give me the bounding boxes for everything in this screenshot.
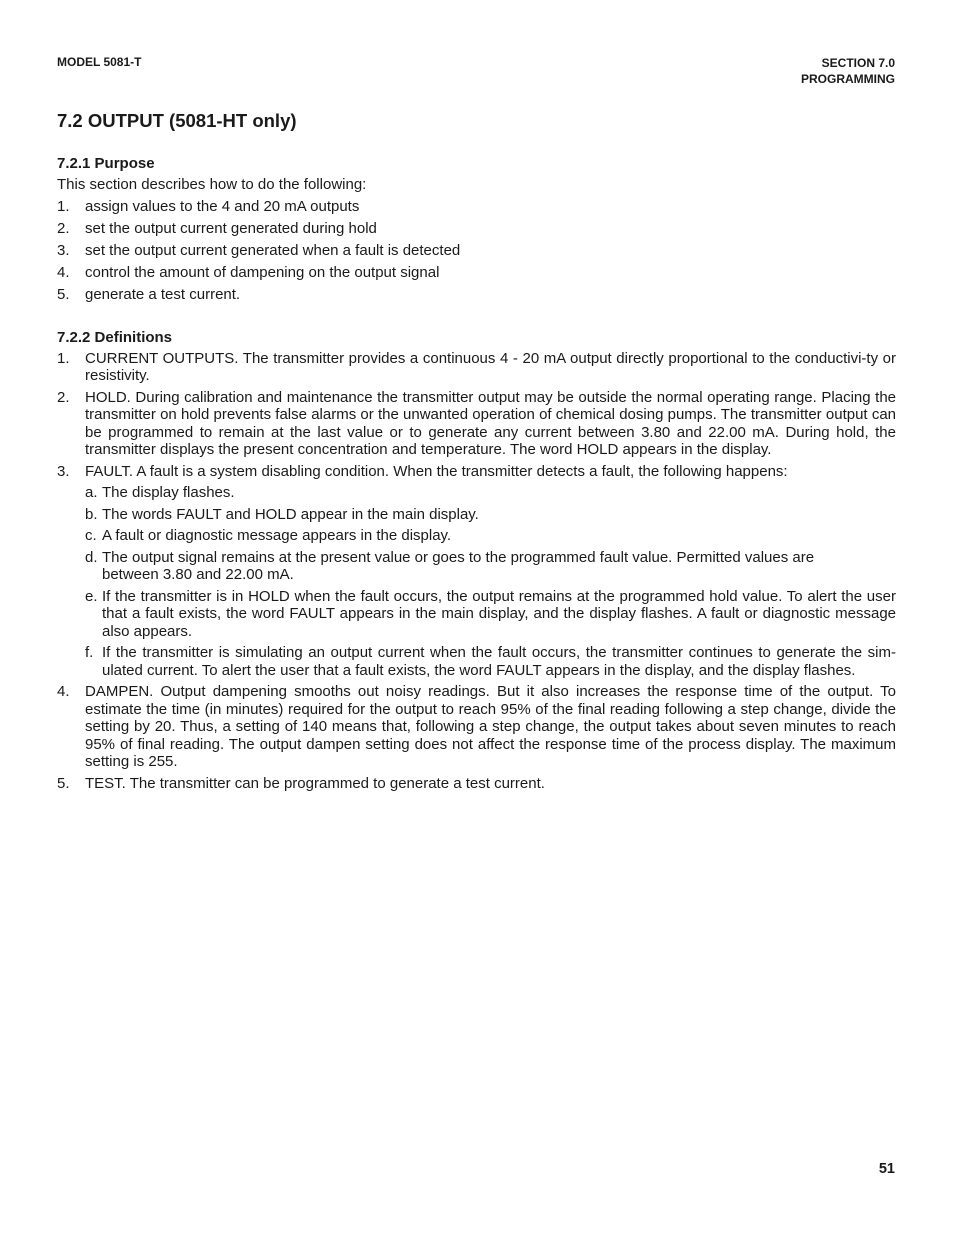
fault-subitem bbox=[85, 484, 896, 502]
subitem-letter: e. bbox=[85, 587, 98, 605]
header-section bbox=[801, 55, 895, 87]
item-text: CURRENT OUTPUTS. The transmitter provides a continuous 4 - 20 mA output directly proportional to the conductivi-ty or resistivity. bbox=[85, 349, 896, 384]
item-text: set the output current generated when a fault is detected bbox=[85, 242, 461, 259]
subitem-letter: b. bbox=[85, 505, 98, 523]
list-item bbox=[57, 242, 896, 260]
fault-subitem bbox=[85, 644, 896, 679]
item-number: 3. bbox=[57, 462, 70, 480]
page-number: 51 bbox=[878, 1161, 895, 1177]
definition-item bbox=[57, 350, 896, 385]
item-text: HOLD. During calibration and maintenance the transmitter output may be outside the normal operating range. Placing the transmitter on hold prevents false alarms or the unwanted operation of chemical dosing pumps. The transmitter output can be programmed to remain at the last value or to generate any current between 3.80 and 22.00 mA. During hold, the transmitter displays the present concentration and temperature. The word HOLD appears in the display. bbox=[85, 388, 896, 458]
purpose-heading: 7.2.1 Purpose bbox=[57, 155, 155, 172]
item-number: 2. bbox=[57, 220, 70, 237]
page-content bbox=[57, 110, 896, 792]
subitem-letter: a. bbox=[85, 484, 98, 501]
item-number: 3. bbox=[57, 242, 70, 259]
item-number: 4. bbox=[57, 683, 70, 700]
item-text: control the amount of dampening on the output signal bbox=[85, 264, 440, 281]
item-text: assign values to the 4 and 20 mA outputs bbox=[85, 198, 360, 215]
list-item bbox=[57, 198, 896, 216]
item-number: 2. bbox=[57, 388, 70, 406]
item-text: TEST. The transmitter can be programmed to generate a test current. bbox=[85, 774, 545, 792]
item-text: set the output current generated during hold bbox=[85, 220, 377, 237]
item-number: 4. bbox=[57, 264, 70, 281]
subitem-letter: d. bbox=[85, 548, 98, 566]
header-model: MODEL 5081-T bbox=[57, 55, 142, 69]
subitem-text: A fault or diagnostic message appears in the display. bbox=[102, 527, 452, 544]
item-number: 1. bbox=[57, 349, 70, 367]
item-text: FAULT. A fault is a system disabling condition. When the transmitter detects a fault, the following happens: bbox=[85, 462, 788, 480]
subitem-text: The display flashes. bbox=[102, 484, 235, 501]
subitem-letter: c. bbox=[85, 527, 97, 544]
definition-item bbox=[57, 389, 896, 459]
subitem-text: The words FAULT and HOLD appear in the main display. bbox=[102, 505, 479, 523]
item-number: 5. bbox=[57, 774, 70, 792]
purpose-intro: This section describes how to do the following: bbox=[57, 176, 367, 193]
item-text: generate a test current. bbox=[85, 286, 241, 303]
subitem-letter: f. bbox=[85, 644, 94, 661]
list-item bbox=[57, 220, 896, 238]
fault-subitem bbox=[85, 588, 896, 641]
item-number: 5. bbox=[57, 286, 70, 303]
list-item bbox=[57, 264, 896, 282]
item-text: DAMPEN. Output dampening smooths out noisy readings. But it also increases the response time of the output. To estimate the time (in minutes) required for the output to reach 95% of the final reading following a step change, divide the setting by 20. Thus, a setting of 140 means that, following a step change, the output takes about seven minutes to reach 95% of final reading. The output dampen setting does not affect the response time of the process display. The maximum setting is 255. bbox=[85, 683, 896, 770]
definitions-heading: 7.2.2 Definitions bbox=[57, 328, 173, 346]
section-title: 7.2 OUTPUT (5081-HT only) bbox=[57, 110, 297, 131]
definition-item bbox=[57, 683, 896, 771]
definition-item bbox=[57, 775, 896, 793]
fault-subitem bbox=[85, 527, 896, 545]
item-number: 1. bbox=[57, 198, 70, 215]
list-item bbox=[57, 286, 896, 304]
fault-subitem bbox=[85, 549, 896, 584]
definition-item bbox=[57, 463, 896, 680]
purpose-list bbox=[57, 198, 896, 304]
fault-subitem bbox=[85, 506, 896, 524]
subitem-text: The output signal remains at the present value or goes to the programmed fault value. Permitted values are between 3.80 and 22.00 mA. bbox=[102, 548, 815, 583]
definitions-list bbox=[57, 350, 896, 793]
header-section-title: PROGRAMMING bbox=[801, 72, 895, 86]
fault-sublist bbox=[85, 484, 896, 679]
header-section-number: SECTION 7.0 bbox=[821, 56, 895, 70]
subitem-text: If the transmitter is simulating an output current when the fault occurs, the transmitter continues to generate the sim-ulated current. To alert the user that a fault exists, the word FAULT appears in the display, and the display flashes. bbox=[102, 644, 896, 679]
subitem-text: If the transmitter is in HOLD when the fault occurs, the output remains at the programmed hold value. To alert the user that a fault exists, the word FAULT appears in the main display, and the display flashes. A fault or diagnostic message also appears. bbox=[102, 587, 896, 640]
